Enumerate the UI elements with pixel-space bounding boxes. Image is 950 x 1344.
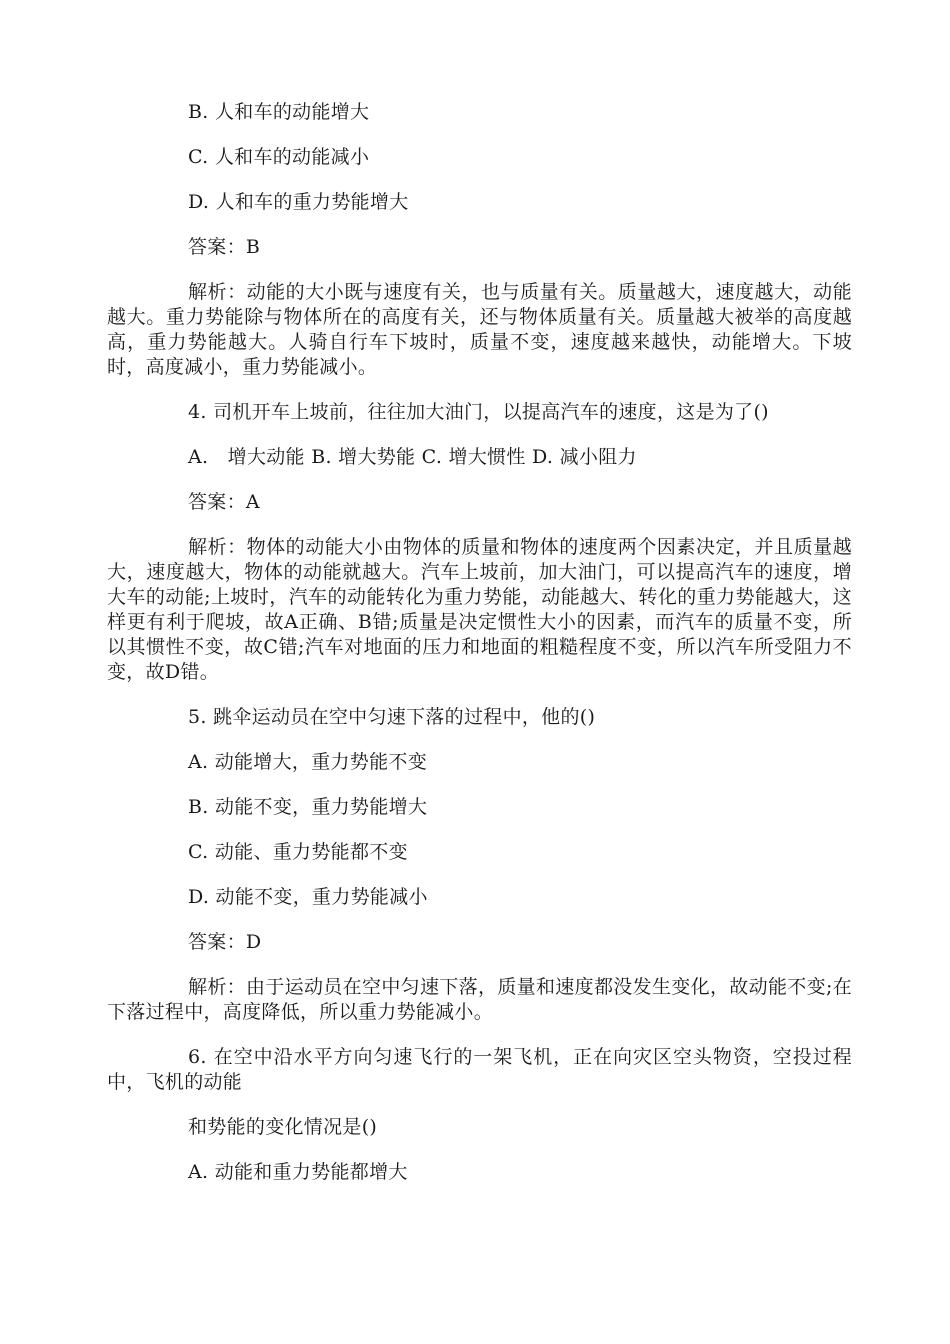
explanation-q5: 解析：由于运动员在空中匀速下落，质量和速度都没发生变化，故动能不变;在下落过程中，高度降低，所以重力势能减小。 (107, 976, 852, 1023)
option-a-q5: A. 动能增大，重力势能不变 (188, 751, 428, 773)
option-b-q5: B. 动能不变，重力势能增大 (188, 796, 428, 818)
question-6: 6. 在空中沿水平方向匀速飞行的一架飞机，正在向灾区空头物资，空投过程中，飞机的动能 (107, 1046, 852, 1093)
explanation-q3: 解析：动能的大小既与速度有关，也与质量有关。质量越大，速度越大，动能越大。重力势能除与物体所在的高度有关，还与物体质量有关。质量越大被举的高度越高，重力势能越大。人骑自行车下坡时，质量不变，速度越来越快，动能增大。下坡时，高度减小，重力势能减小。 (107, 281, 852, 378)
question-5: 5. 跳伞运动员在空中匀速下落的过程中，他的() (188, 706, 596, 728)
option-c-q5: C. 动能、重力势能都不变 (188, 841, 408, 863)
option-d-q3: D. 人和车的重力势能增大 (188, 191, 409, 213)
option-d-q5: D. 动能不变，重力势能减小 (188, 886, 428, 908)
answer-q3: 答案：B (188, 236, 261, 258)
document-body (107, 100, 852, 1205)
answer-q4: 答案：A (188, 491, 260, 513)
question-6-continued: 和势能的变化情况是() (188, 1116, 378, 1138)
answer-q5: 答案：D (188, 931, 262, 953)
explanation-q4: 解析：物体的动能大小由物体的质量和物体的速度两个因素决定，并且质量越大，速度越大，物体的动能就越大。汽车上坡前，加大油门，可以提高汽车的速度，增大车的动能;上坡时，汽车的动能转化为重力势能，动能越大、转化的重力势能越大，这样更有利于爬坡，故A正确、B错;质量是决定惯性大小的因素，而汽车的质量不变，所以其惯性不变，故C错;汽车对地面的压力和地面的粗糙程度不变，所以汽车所受阻力不变，故D错。 (107, 536, 852, 683)
option-c-q3: C. 人和车的动能减小 (188, 146, 370, 168)
option-a-q6: A. 动能和重力势能都增大 (188, 1161, 408, 1183)
option-b-q3: B. 人和车的动能增大 (188, 101, 370, 123)
question-4: 4. 司机开车上坡前，往往加大油门，以提高汽车的速度，这是为了() (188, 401, 769, 423)
options-q4: A. 增大动能 B. 增大势能 C. 增大惯性 D. 减小阻力 (188, 446, 637, 468)
